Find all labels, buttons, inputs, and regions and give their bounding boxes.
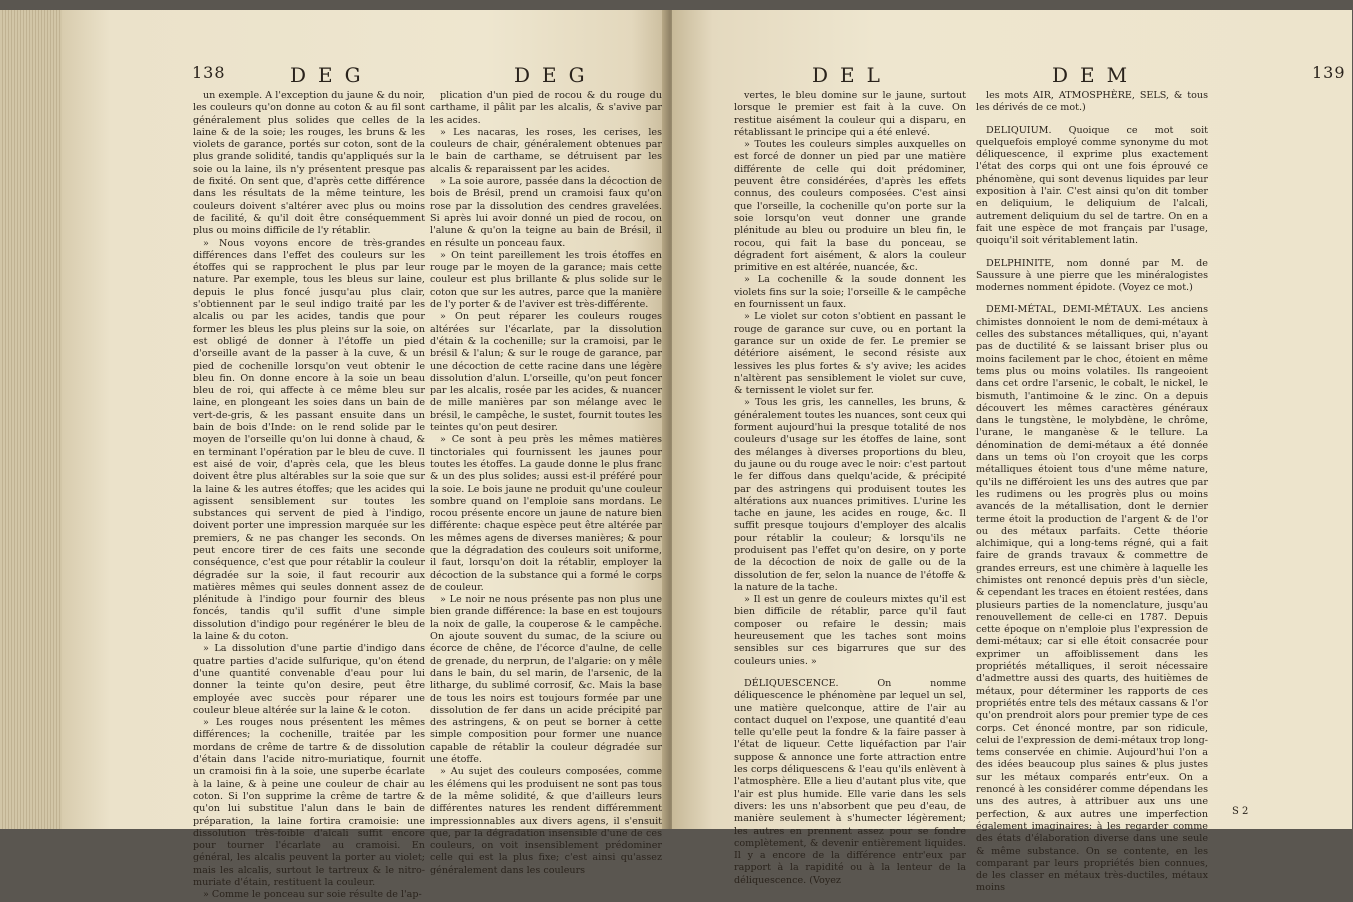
paragraph: » Toutes les couleurs simples auxquelles on est forcé de donner un pied par une matière différente de celle qui doit prédominer, peuvent être considérées, d'après les effets connus, des couleurs composées. C'est ainsi que l'orseille, la cochenille qu'on porte sur la soie lorsqu'on veut donner une grande plénitude au bleu ou produire un bleu fin, le rocou, qui fait la base du ponceau, se dégradent fort aisément, & alors la couleur primitive en est altérée, nuancée, &c. bbox=[734, 139, 966, 274]
paragraph: DEMI-MÉTAL, DEMI-MÉTAUX. Les anciens chimistes donnoient le nom de demi-métaux à celles des substances métalliques, qui, n'ayant pas de ductilité & se laissant briser plus ou moins facilement par le choc, étoient en même tems plus ou moins volatiles. Ils rangeoient dans cet ordre l'arsenic, le cobalt, le nickel, le bismuth, l'antimoine & le zinc. On a depuis découvert les mêmes caractères généraux dans le tungstène, le molybdène, le chrôme, l'urane, le manganèse & le tellure. La dénomination de demi-métaux a été donnée dans un tems où l'on croyoit que les corps métalliques étoient tous d'une même nature, qu'ils ne différoient les uns des autres que par les rudimens ou les progrès plus ou moins avancés de la métallisation, dont le dernier terme étoit la production de l'argent & de l'or ou des métaux parfaits. Cette théorie alchimique, qui a long-tems régné, qui a fait faire de grands travaux & commettre de grandes erreurs, est une chimère à laquelle les chimistes ont renoncé depuis près d'un siècle, & cependant les traces en étoient restées, dans plusieurs parties de la nomenclature, jusqu'au renouvellement de celle-ci en 1787. Depuis cette époque on n'emploie plus l'expression de demi-métaux; car si elle étoit consacrée pour exprimer un affoiblissement dans les propriétés métalliques, il seroit nécessaire d'admettre aussi des quarts, des huitièmes de métaux, pour déterminer les rapports de ces propriétés entre tels des métaux cassans & l'or qu'on prendroit alors pour premier type de ces corps. Cet énoncé montre, par son ridicule, celui de l'expression de demi-métaux trop long-tems conservée en chimie. Aujourd'hui l'on a des idées beaucoup plus saines & plus justes sur les métaux comparés entr'eux. On a renoncé à les considérer comme dépendans les uns des autres, à attribuer aux uns une perfection, & aux autres une imperfection également imaginaires; à les regarder comme des états d'élaboration diverse dans une seule & même substance. On se contente, en les comparant par leurs propriétés bien connues, de les classer en métaux très-ductiles, métaux moins bbox=[976, 304, 1208, 894]
paragraph: » Il est un genre de couleurs mixtes qu'il est bien difficile de rétablir, parce qu'il faut composer ou refaire le dessin; mais heureusement que les taches sont moins sensibles sur ces bigarrures que sur des couleurs unies. » bbox=[734, 594, 966, 667]
paragraph: vertes, le bleu domine sur le jaune, surtout lorsque le premier est fait à la cuve. On restitue aisément la couleur qui a disparu, en rétablissant le principe qui a été enlevé. bbox=[734, 90, 966, 138]
left-running-head-2: DEG bbox=[514, 63, 597, 87]
paragraph: » Ce sont à peu près les mêmes matières tinctoriales qui fournissent les jaunes pour toutes les étoffes. La gaude donne le plus franc & un des plus solides; aussi est-il préféré pour la soie. Le bois jaune ne produit qu'une couleur sombre quand on l'emploie sans mordans. Le rocou présente encore un jaune de nature bien différente: chaque espèce peut être altérée par les mêmes agens de diverses manières; & pour que la dégradation des couleurs soit uniforme, il faut, lorsqu'on doit la rétablir, employer la décoction de la substance qui a formé le corps de couleur. bbox=[430, 434, 662, 593]
book-edge bbox=[0, 10, 62, 829]
left-page bbox=[62, 10, 668, 901]
right-running-head-2: DEM bbox=[1052, 63, 1140, 87]
right-page bbox=[672, 10, 1352, 894]
left-header bbox=[62, 63, 662, 87]
paragraph: plication d'un pied de rocou & du rouge du carthame, il pâlit par les alcalis, & s'avive par les acides. bbox=[430, 90, 662, 126]
paragraph: » La soie aurore, passée dans la décoction de bois de Brésil, prend un cramoisi faux qu'on rose par la dissolution des cendres gravelées. Si après lui avoir donné un pied de rocou, on l'alune & qu'on la teigne au bain de Brésil, il en résulte un ponceau faux. bbox=[430, 176, 662, 249]
paragraph: » On peut réparer les couleurs rouges altérées sur l'écarlate, par la dissolution d'étain & la cochenille; sur la cramoisi, par le brésil & l'alun; & sur le rouge de garance, par une décoction de cette racine dans une légère dissolution d'alun. L'orseille, qu'on peut foncer par les alcalis, rosée par les acides, & nuancer de mille manières par son mélange avec le brésil, le campêche, le sustet, fournit toutes les teintes qu'on peut desirer. bbox=[430, 311, 662, 434]
right-running-head-1: DEL bbox=[812, 63, 892, 87]
right-column-2 bbox=[976, 90, 1208, 894]
paragraph: » Les nacaras, les roses, les cerises, les couleurs de chair, généralement obtenues par le bain de carthame, se détruisent par les alcalis & reparaissent par les acides. bbox=[430, 126, 662, 175]
book-spread bbox=[62, 10, 1352, 901]
right-page-number: 139 bbox=[1312, 63, 1346, 82]
paragraph: » Les rouges nous présentent les mêmes différences; la cochenille, traitée par les mordans de crême de tartre & de dissolution d'étain dans l'acide nitro-muriatique, fournit un cramoisi fin à la soie, une superbe écarlate à la laine, & à peine une couleur de chair au coton. Si l'on supprime la crême de tartre & qu'on lui substitue l'alun dans le bain de préparation, la laine fortira cramoisie: une dissolution très-foible d'alcali suffit encore pour tourner l'écarlate au cramoisi. En général, les alcalis peuvent la porter au violet; mais les alcalis, surtout le tartreux & le nitro-muriate d'étain, restituent la couleur. bbox=[193, 717, 425, 888]
paragraph: les mots AIR, ATMOSPHÈRE, SELS, & tous les dérivés de ce mot.) bbox=[976, 90, 1208, 114]
paragraph: » Au sujet des couleurs composées, comme les élémens qui les produisent ne sont pas tous de la même solidité, & que d'ailleurs leurs différentes natures les rendent différemment impressionnables aux divers agens, il s'ensuit que, par la dégradation insensible d'une de ces couleurs, on voit insensiblement prédominer celle qui est la plus fixe; c'est ainsi qu'assez généralement dans les couleurs bbox=[430, 766, 662, 876]
paragraph: DÉLIQUESCENCE. On nomme déliquescence le phénomène par lequel un sel, une matière quelconque, attire de l'air au contact duquel on l'expose, une quantité d'eau telle qu'elle peut la fondre & la faire passer à l'état de liqueur. Cette liquéfaction par l'air suppose & annonce une forte attraction entre les corps déliquescens & l'eau qu'ils enlèvent à l'atmosphère. Elle a lieu d'autant plus vite, que l'air est plus humide. Elle varie dans les sels divers: les uns n'absorbent que peu d'eau, de manière seulement à s'humecter légèrement; les autres en prennent assez pour se fondre complètement, & devenir entièrement liquides. Il y a encore de la différence entr'eux par rapport à la rapidité ou à la lenteur de la déliquescence. (Voyez bbox=[734, 677, 966, 886]
left-column-2 bbox=[430, 90, 662, 876]
paragraph: » Nous voyons encore de très-grandes différences dans l'effet des couleurs sur les étoffes qui se rapprochent le plus par leur nature. Par exemple, tous les bleus sur laine, depuis le plus foncé jusqu'au plus clair, s'obtiennent par le seul indigo traité par les alcalis ou par les acides, tandis que pour former les bleus les plus pleins sur la soie, on est obligé de donner à l'étoffe un pied d'orseille avant de la passer à la cuve, & un pied de cochenille lorsqu'on veut obtenir le bleu fin. On donne encore à la soie un beau bleu de roi, qui affecte à ce même bleu sur laine, en plongeant les soies dans un bain de vert-de-gris, & les passant ensuite dans un bain de bois d'Inde: on le rend solide par le moyen de l'orseille qu'on lui donne à chaud, & en terminant l'opération par le bleu de cuve. Il est aisé de voir, d'après cela, que les bleus doivent être plus altérables sur la soie que sur la laine & les autres étoffes; que les acides qui agissent sensiblement sur toutes les substances qui servent de pied à l'indigo, doivent porter une impression marquée sur les premiers, & ne pas changer les seconds. On peut encore tirer de ces faits une seconde conséquence, c'est que pour rétablir la couleur dégradée sur la soie, il faut recourir aux matières mêmes qui seules donnent assez de plénitude à l'indigo pour fournir des bleus foncés, tandis qu'il suffit d'une simple dissolution d'indigo pour regénérer le bleu de la laine & du coton. bbox=[193, 237, 425, 643]
right-column-1 bbox=[734, 90, 966, 886]
paragraph: » Comme le ponceau sur soie résulte de l'ap- bbox=[203, 889, 422, 901]
paragraph: DELIQUIUM. Quoique ce mot soit quelquefois employé comme synonyme du mot déliquescence, il exprime plus exactement l'état des corps qui ont une fois éprouvé ce phénomène, qui sont devenus liquides par leur exposition à l'air. C'est ainsi qu'on dit tomber en deliquium, le deliquium de l'alcali, autrement deliquium du sel de tartre. On en a fait une espèce de mot français par l'usage, quoiqu'il soit véritablement latin. bbox=[976, 124, 1208, 247]
paragraph: » Le violet sur coton s'obtient en passant le rouge de garance sur cuve, ou en portant la garance sur un oxide de fer. Le premier se détériore aisément, le second résiste aux lessives les plus fortes & s'y avive; les acides n'altèrent pas sensiblement le violet sur cuve, & ternissent le violet sur fer. bbox=[734, 311, 966, 397]
paragraph: » La dissolution d'une partie d'indigo dans quatre parties d'acide sulfurique, qu'on étend d'une quantité convenable d'eau pour lui donner la teinte qu'on desire, peut être employée avec succès pour réparer une couleur bleue altérée sur la laine & le coton. bbox=[193, 643, 425, 716]
paragraph: DELPHINITE, nom donné par M. de Saussure à une pierre que les minéralogistes modernes nomment épidote. (Voyez ce mot.) bbox=[976, 257, 1208, 294]
left-page-number: 138 bbox=[192, 63, 226, 82]
paragraph: » La cochenille & la soude donnent les violets fins sur la soie; l'orseille & le campêche en fournissent un faux. bbox=[734, 274, 966, 311]
right-header bbox=[672, 63, 1352, 87]
left-column-1 bbox=[193, 90, 425, 901]
paragraph: un exemple. A l'exception du jaune & du noir, les couleurs qu'on donne au coton & au fil sont généralement plus solides que celles de la laine & de la soie; les rouges, les bruns & les violets de garance, portés sur coton, sont de la plus grande solidité, tandis qu'appliqués sur la soie ou la laine, ils n'y présentent presque pas de fixité. On sent que, d'après cette différence dans les résultats de la même teinture, les couleurs doivent s'altérer avec plus ou moins de facilité, & qu'il doit être conséquemment plus ou moins difficile de l'y rétablir. bbox=[193, 90, 425, 237]
signature-mark: S 2 bbox=[1232, 806, 1249, 817]
paragraph: » Tous les gris, les cannelles, les bruns, & généralement toutes les nuances, sont ceux qui forment aujourd'hui la presque totalité de nos couleurs d'usage sur les étoffes de laine, sont des mélanges à diverses proportions du bleu, du jaune ou du rouge avec le noir: c'est partout le fer diffous dans quelqu'acide, & précipité par des astringens qui produisent toutes les altérations aux nuances primitives. L'urine les tache en jaune, les acides en rouge, &c. Il suffit presque toujours d'employer des alcalis pour rétablir la couleur; & lorsqu'ils ne produisent pas l'effet qu'on desire, on y porte de la décoction de noix de galle ou de la dissolution de fer, selon la nuance de l'étoffe & la nature de la tache. bbox=[734, 397, 966, 593]
left-running-head-1: DEG bbox=[290, 63, 373, 87]
paragraph: » Le noir ne nous présente pas non plus une bien grande différence: la base en est toujours la noix de galle, la couperose & le campêche. On ajoute souvent du sumac, de la sciure ou écorce de chêne, de l'écorce d'aulne, de celle de grenade, du nerprun, de l'algarie: on y mêle dans le bain, du sel marin, de l'arsenic, de la litharge, du sublimé corrosif, &c. Mais la base de tous les noirs est toujours formée par une dissolution de fer dans un acide précipité par des astringens, & on peut se borner à cette simple composition pour former une nuance capable de rétablir la couleur dégradée sur une étoffe. bbox=[430, 594, 662, 766]
paragraph: » On teint pareillement les trois étoffes en rouge par le moyen de la garance; mais cette couleur est plus brillante & plus solide sur le coton que sur les autres, parce que la manière de l'y porter & de l'aviver est très-différente. bbox=[430, 249, 662, 311]
